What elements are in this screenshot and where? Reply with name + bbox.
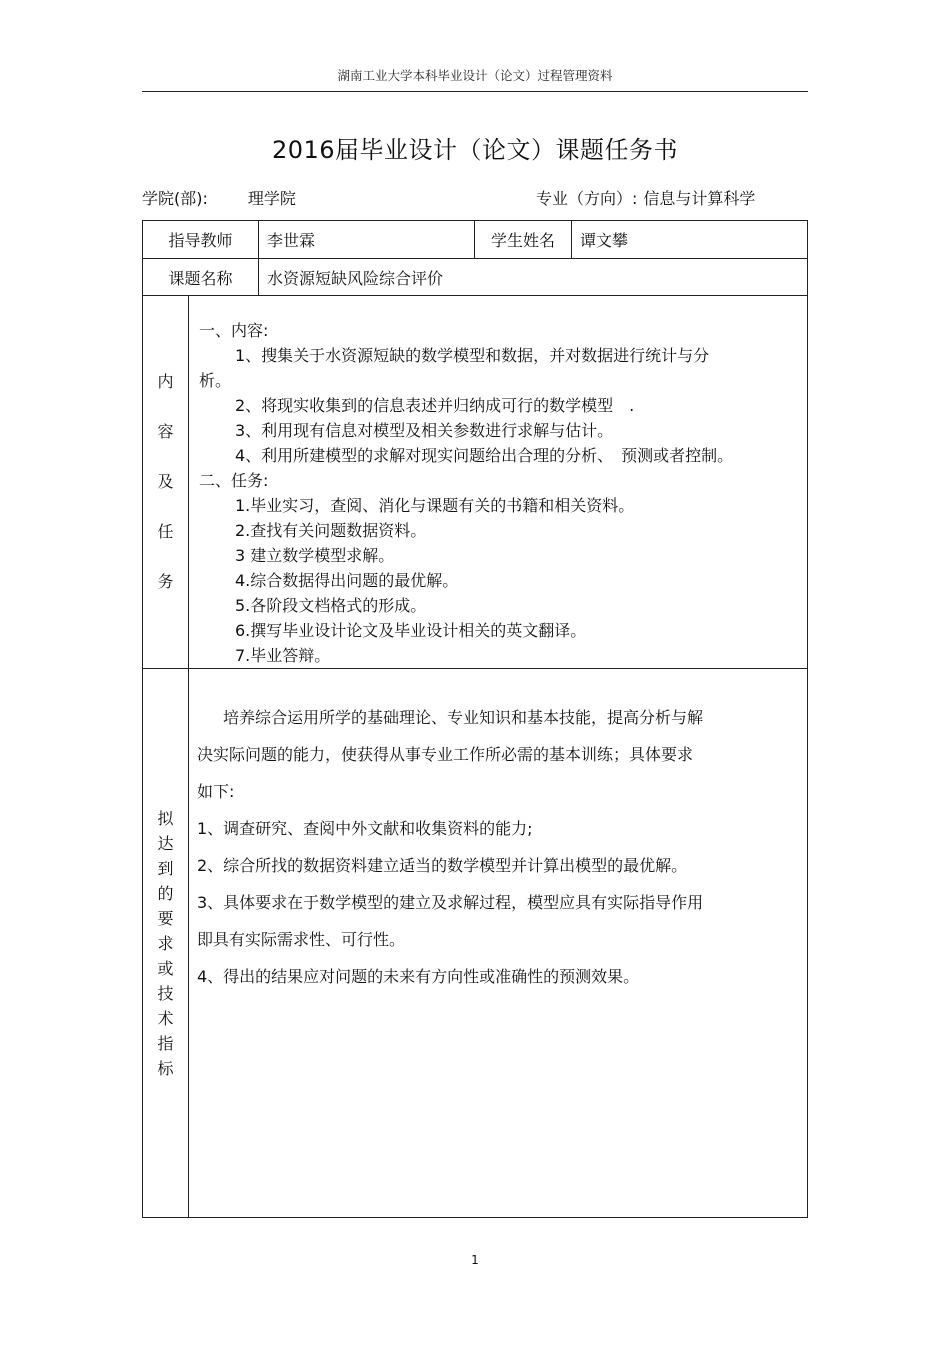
content-line: 一、内容: <box>199 321 269 340</box>
requirement-line: 决实际问题的能力，使获得从事专业工作所必需的基本训练；具体要求 <box>197 745 694 764</box>
content-side-label: 内 容 及 任 务 <box>143 296 189 669</box>
requirement-line: 如下: <box>197 782 235 801</box>
major-value: 信息与计算科学 <box>643 189 756 208</box>
requirement-line: 1、调查研究、查阅中外文献和收集资料的能力; <box>197 819 533 838</box>
major-field <box>536 186 755 209</box>
requirement-cell <box>189 669 808 1218</box>
requirement-line: 培养综合运用所学的基础理论、专业知识和基本技能，提高分析与解 <box>223 708 704 727</box>
topic-value: 水资源短缺风险综合评价 <box>259 259 808 296</box>
content-line: 7.毕业答辩。 <box>235 646 331 665</box>
content-line: 3、利用现有信息对模型及相关参数进行求解与估计。 <box>235 421 614 440</box>
task-table <box>142 220 808 1218</box>
requirement-line: 2、综合所找的数据资料建立适当的数学模型并计算出模型的最优解。 <box>197 856 688 875</box>
major-label: 专业（方向）: <box>536 189 638 208</box>
document-title: 2016届毕业设计（论文）课题任务书 <box>271 136 679 164</box>
content-line: 5.各阶段文档格式的形成。 <box>235 596 427 615</box>
requirement-side-label: 拟 达 到 的 要 求 或 技 术 指 标 <box>143 669 189 1218</box>
student-value: 谭文攀 <box>572 221 808 259</box>
requirement-line: 即具有实际需求性、可行性。 <box>197 930 406 949</box>
college-label: 学院(部): <box>142 189 208 208</box>
advisor-value: 李世霖 <box>259 221 475 259</box>
requirement-line: 4、得出的结果应对问题的未来有方向性或准确性的预测效果。 <box>197 967 640 986</box>
content-line: 1.毕业实习，查阅、消化与课题有关的书籍和相关资料。 <box>235 496 635 515</box>
content-line: 3 建立数学模型求解。 <box>235 546 395 565</box>
content-line: 4、利用所建模型的求解对现实问题给出合理的分析、 预测或者控制。 <box>235 446 734 465</box>
content-line: 2.查找有关问题数据资料。 <box>235 521 427 540</box>
content-line: 析。 <box>199 371 232 390</box>
topic-label: 课题名称 <box>143 259 259 296</box>
student-label: 学生姓名 <box>475 221 572 259</box>
table-row <box>143 669 808 1218</box>
content-line: 2、将现实收集到的信息表述并归纳成可行的数学模型 . <box>235 396 635 415</box>
page-header: 湖南工业大学本科毕业设计（论文）过程管理资料 <box>337 68 613 83</box>
content-line: 二、任务: <box>199 471 269 490</box>
requirement-line: 3、具体要求在于数学模型的建立及求解过程，模型应具有实际指导作用 <box>197 893 704 912</box>
content-cell <box>189 296 808 669</box>
content-line: 6.撰写毕业设计论文及毕业设计相关的英文翻译。 <box>235 621 587 640</box>
header-divider <box>142 91 808 92</box>
college-field <box>142 186 296 209</box>
advisor-label: 指导教师 <box>143 221 259 259</box>
table-row <box>143 259 808 296</box>
college-value: 理学院 <box>247 189 296 208</box>
table-row <box>143 296 808 669</box>
page-number: 1 <box>471 1253 479 1267</box>
content-line: 1、搜集关于水资源短缺的数学模型和数据，并对数据进行统计与分 <box>235 346 710 365</box>
table-row <box>143 221 808 259</box>
content-line: 4.综合数据得出问题的最优解。 <box>235 571 459 590</box>
